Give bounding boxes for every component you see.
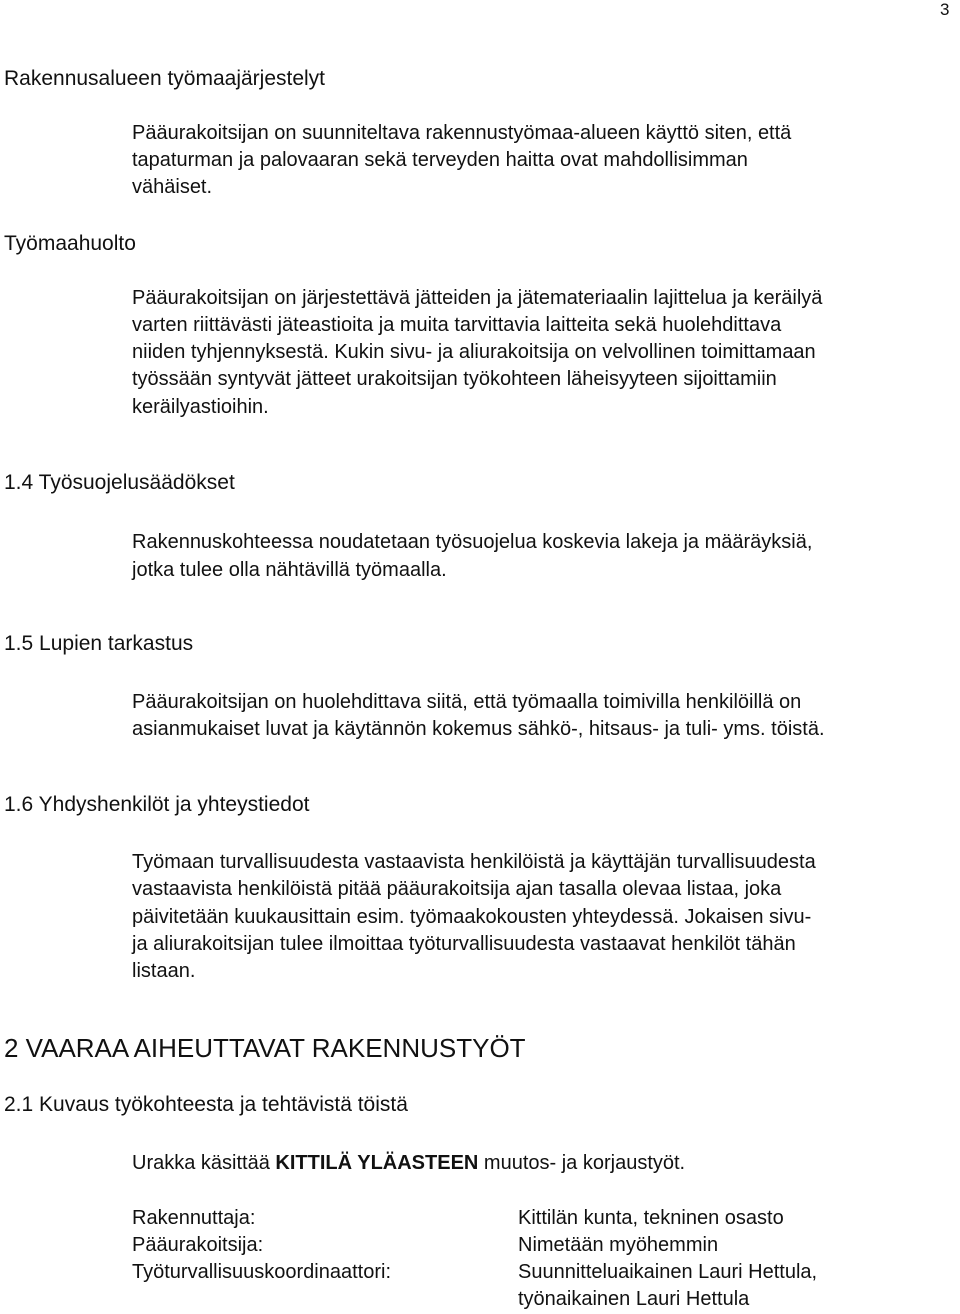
paragraph-line: vähäiset.	[132, 176, 213, 198]
paragraph-line: keräilyastioihin.	[132, 396, 269, 418]
paragraph-line: niiden tyhjennyksestä. Kukin sivu- ja aliurakoitsija on velvollinen toimittamaan	[132, 341, 816, 363]
paragraph-line: Rakennuskohteessa noudatetaan työsuojelua koskevia lakeja ja määräyksiä,	[132, 531, 813, 553]
info-value-safety-coordinator-cont: työnaikainen Lauri Hettula	[518, 1288, 750, 1310]
intro-text-pre: Urakka käsittää	[132, 1152, 276, 1174]
paragraph-line: Pääurakoitsijan on suunniteltava rakennustyömaa-alueen käyttö siten, että	[132, 122, 792, 144]
section-heading-site-maintenance: Työmaahuolto	[4, 232, 136, 255]
info-label-main-contractor: Pääurakoitsija:	[132, 1234, 264, 1256]
chapter-heading-2: 2 VAARAA AIHEUTTAVAT RAKENNUSTYÖT	[4, 1033, 526, 1063]
paragraph-line: työssään syntyvät jätteet urakoitsijan työkohteen läheisyyteen sijoittamiin	[132, 368, 777, 390]
paragraph-line: varten riittävästi jäteastioita ja muita tarvittavia laitteita sekä huolehdittava	[132, 314, 782, 336]
project-name: KITTILÄ YLÄASTEEN	[275, 1152, 479, 1174]
paragraph-line: vastaavista henkilöistä pitää pääurakoitsija ajan tasalla olevaa listaa, joka	[132, 878, 782, 900]
info-label-safety-coordinator: Työturvallisuuskoordinaattori:	[132, 1261, 392, 1283]
info-value-safety-coordinator: Suunnitteluaikainen Lauri Hettula,	[518, 1261, 818, 1283]
paragraph-line: ja aliurakoitsijan tulee ilmoittaa työturvallisuudesta vastaavat henkilöt tähän	[132, 933, 796, 955]
intro-text-post: muutos- ja korjaustyöt.	[478, 1152, 686, 1174]
paragraph-line: Työmaan turvallisuudesta vastaavista henkilöistä ja käyttäjän turvallisuudesta	[132, 851, 816, 873]
section-heading-site-arrangements: Rakennusalueen työmaajärjestelyt	[4, 67, 326, 90]
paragraph-line: listaan.	[132, 960, 196, 982]
paragraph-line: Pääurakoitsijan on järjestettävä jätteiden ja jätemateriaalin lajittelua ja keräilyä	[132, 287, 823, 309]
section-heading-1-4: 1.4 Työsuojelusäädökset	[4, 471, 235, 494]
info-value-builder: Kittilän kunta, tekninen osasto	[518, 1207, 784, 1229]
paragraph-line: päivitetään kuukausittain esim. työmaakokousten yhteydessä. Jokaisen sivu-	[132, 906, 812, 928]
section-heading-2-1: 2.1 Kuvaus työkohteesta ja tehtävistä töistä	[4, 1093, 408, 1116]
paragraph-line: asianmukaiset luvat ja käytännön kokemus sähkö-, hitsaus- ja tuli- yms. töistä.	[132, 718, 825, 740]
paragraph-line: jotka tulee olla nähtävillä työmaalla.	[132, 559, 447, 581]
paragraph-line: Pääurakoitsijan on huolehdittava siitä, että työmaalla toimivilla henkilöillä on	[132, 691, 802, 713]
section-heading-1-6: 1.6 Yhdyshenkilöt ja yhteystiedot	[4, 793, 310, 816]
info-label-builder: Rakennuttaja:	[132, 1207, 256, 1229]
project-intro	[132, 1150, 685, 1177]
paragraph-line: tapaturman ja palovaaran sekä terveyden haitta ovat mahdollisimman	[132, 149, 748, 171]
info-value-main-contractor: Nimetään myöhemmin	[518, 1234, 719, 1256]
section-heading-1-5: 1.5 Lupien tarkastus	[4, 632, 194, 655]
page-number: 3	[940, 0, 950, 19]
